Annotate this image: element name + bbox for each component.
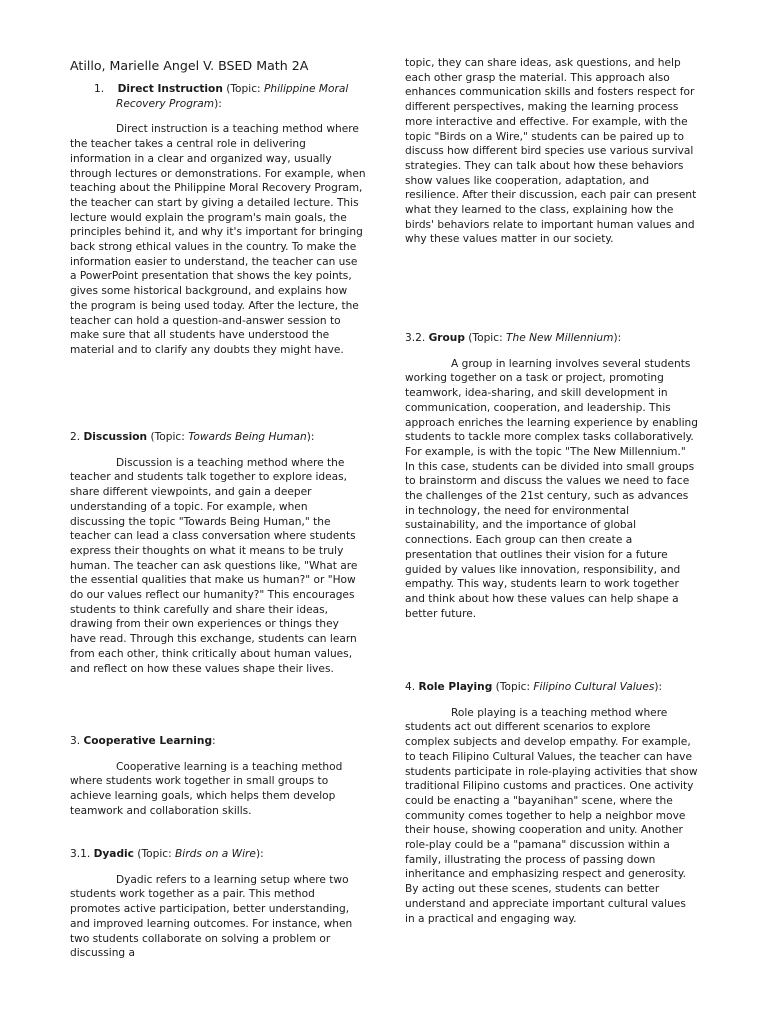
section-body: Discussion is a teaching method where the teacher and students talk together to explore ideas, share different viewpoints, and gain a deeper understanding of a topic. For example, when discussing the topic "Towards Being Human," the teacher can lead a class conversation where students express their thoughts on what it means to be truly human. The teacher can ask questions like, "What are the essential qualities that make us human?" or "How do our values reflect our humanity?" This encourages students to think carefully and share their ideas, drawing from their own experiences or things they have read. Through this exchange, students can learn from each other, think critically about human values, and reflect on how these values shape their lives. [70,456,358,675]
section-body: Direct instruction is a teaching method where the teacher takes a central role in delivering information in a clear and organized way, usually through lectures or demonstrations. For example, when teaching about the Philippine Moral Recovery Program, the teacher can start by giving a detailed lecture. This lecture would explain the program's main goals, the principles behind it, and why it's important for bringing back strong ethical values in the country. To make the information easier to understand, the teacher can use a PowerPoint presentation that shows the key points, gives some historical background, and explains how the program is being used today. After the lecture, the teacher can hold a question-and-answer session to make sure that all students have understood the material and to clarify any doubts they might have. [70,123,366,356]
section-dyadic [70,847,366,961]
section-heading [405,331,698,346]
section-heading [70,430,366,445]
page-title: Atillo, Marielle Angel V. BSED Math 2A [70,58,309,73]
section-number: 3. [70,735,84,747]
section-body: A group in learning involves several students working together on a task or project, promoting teamwork, idea-sharing, and skill development in communication, cooperation, and leadership. This approach enriches the learning experience by enabling students to tackle more complex tasks collaboratively. For example, is with the topic "The New Millennium." In this case, students can be divided into small groups to brainstorm and discuss the values we need to face the challenges of the 21st century, such as advances in technology, the need for environmental sustainability, and the importance of global connections. Each group can then create a presentation that outlines their vision for a future guided by values like innovation, responsibility, and empathy. This way, students learn to work together and think about how these values can help shape a better future. [405,357,698,620]
topic-suffix: : [212,735,216,747]
topic-suffix: ): [255,848,264,860]
section-topic: Philippine Moral Recovery Program [116,83,349,110]
topic-suffix: ): [654,681,663,693]
section-heading [70,82,366,111]
topic-suffix: ): [214,97,222,110]
section-dyadic-continued [405,56,698,247]
section-heading [405,680,698,695]
section-discussion [70,430,366,676]
section-topic: Birds on a Wire [175,848,256,860]
section-topic: Filipino Cultural Values [533,681,655,693]
section-topic: The New Millennium [506,332,614,344]
section-direct-instruction [70,82,366,358]
section-role-playing [405,680,698,926]
topic-prefix: (Topic: [147,431,189,443]
section-heading [70,734,366,749]
section-name: Role Playing [418,681,493,693]
section-heading [70,847,366,862]
topic-prefix: (Topic: [222,83,264,95]
section-name: Dyadic [93,848,134,860]
topic-suffix: ): [613,332,622,344]
section-name: Direct Instruction [117,83,223,95]
topic-prefix: (Topic: [133,848,176,860]
section-number: 2. [70,431,84,443]
topic-prefix: (Topic: [464,332,507,344]
section-name: Cooperative Learning [83,735,213,747]
section-body: Role playing is a teaching method where students act out different scenarios to explore complex subjects and develop empathy. For example, to teach Filipino Cultural Values, the teacher can have students participate in role-playing activities that show traditional Filipino customs and practices. One activity could be enacting a "bayanihan" scene, where the community comes together to help a neighbor move their house, showing cooperation and unity. Another role-play could be a "pamana" discussion within a family, illustrating the process of passing down inheritance and emphasizing respect and generosity. By acting out these scenes, students can better understand and appreciate important cultural values in a practical and engaging way. [405,706,698,925]
section-number: 3.2. [405,332,429,344]
section-name: Group [428,332,465,344]
topic-suffix: ): [306,431,315,443]
section-group [405,331,698,621]
section-number: 1. [94,83,105,95]
section-body-continued: topic, they can share ideas, ask questions, and help each other grasp the material. This approach also enhances communication skills and fosters respect for different perspectives, making the learning process more interactive and effective. For example, with the topic "Birds on a Wire," students can be paired up to discuss how different bird species use various survival strategies. They can talk about how these behaviors show values like cooperation, adaptation, and resilience. After their discussion, each pair can present what they learned to the class, explaining how the birds' behaviors relate to important human values and why these values matter in our society. [405,57,697,246]
section-number: 4. [405,681,419,693]
section-name: Discussion [83,431,148,443]
section-body: Dyadic refers to a learning setup where two students work together as a pair. This method promotes active participation, better understanding, and improved learning outcomes. For instance, when two students collaborate on solving a problem or discussing a [70,873,353,960]
section-topic: Towards Being Human [188,431,307,443]
section-body: Cooperative learning is a teaching method where students work together in small groups to achieve learning goals, which helps them develop teamwork and collaboration skills. [70,760,343,817]
section-number: 3.1. [70,848,94,860]
section-cooperative-learning [70,734,366,819]
topic-prefix: (Topic: [492,681,534,693]
